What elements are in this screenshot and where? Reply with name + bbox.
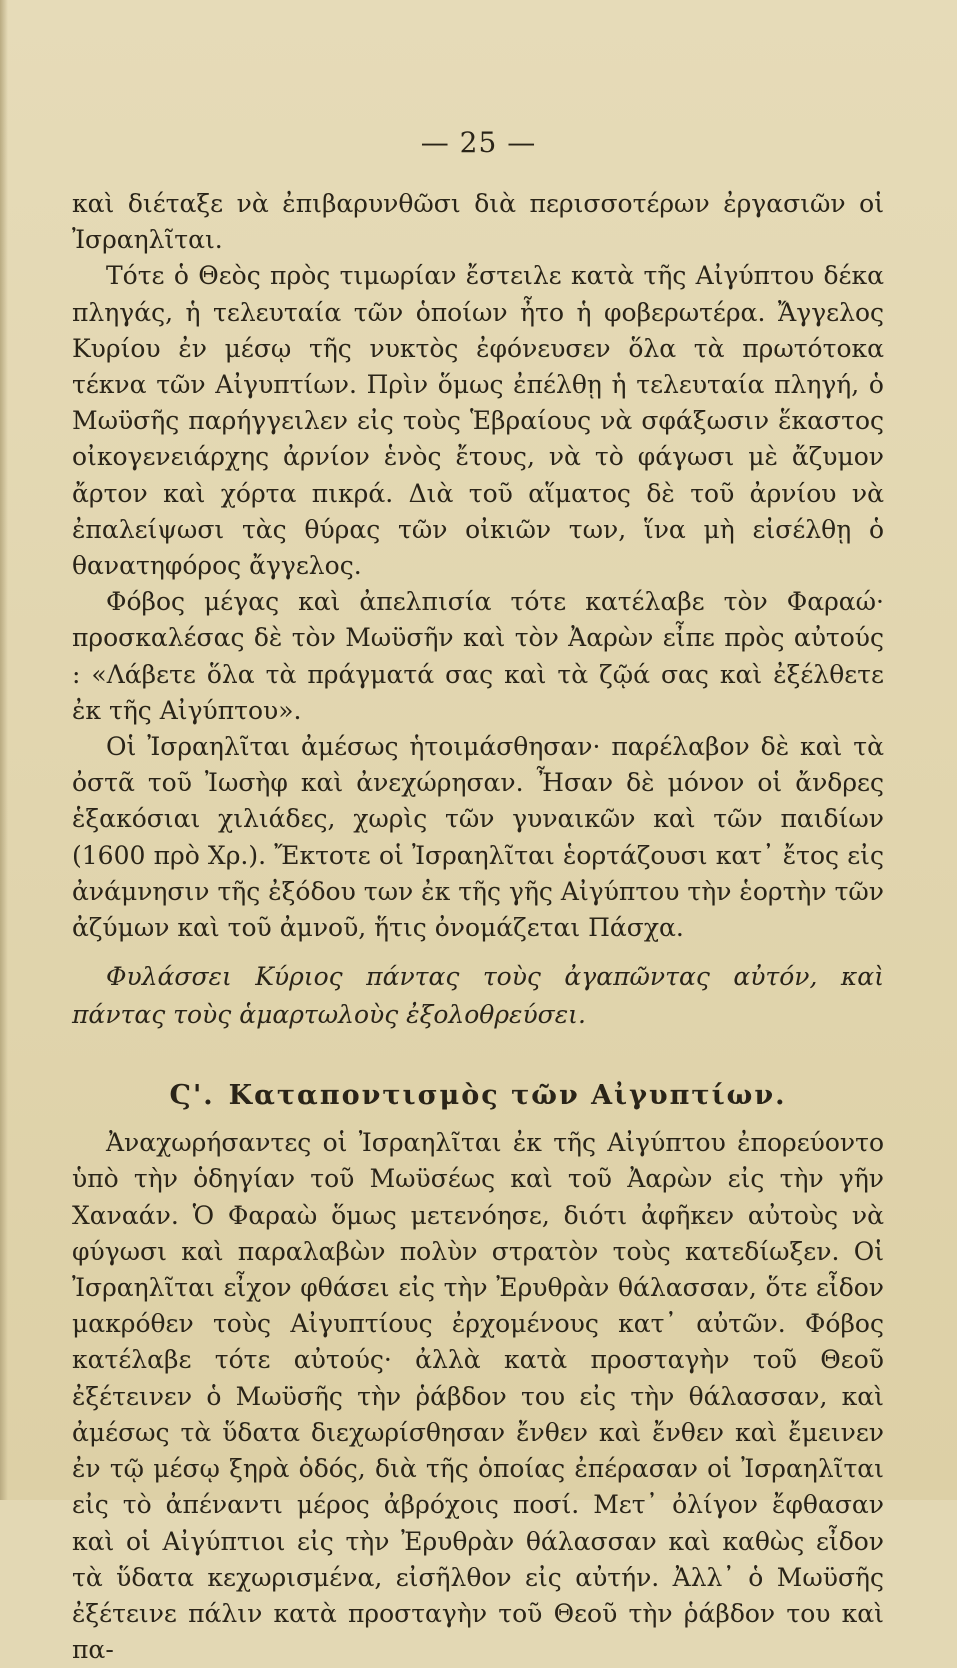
section-title: Καταποντισμὸς τῶν Αἰγυπτίων.: [228, 1080, 787, 1112]
paragraph-continued: καὶ διέταξε νὰ ἐπιβαρυνθῶσι διὰ περισσοτέρων ἐργασιῶν οἱ Ἰσραηλῖται.: [72, 189, 884, 255]
paragraph-red-sea: Ἀναχωρήσαντες οἱ Ἰσραηλῖται ἐκ τῆς Αἰγύπτου ἐπορεύοντο ὑπὸ τὴν ὁδηγίαν τοῦ Μωϋσέως καὶ τοῦ Ἀαρὼν εἰς τὴν γῆν Χαναάν. Ὁ Φαραὼ ὅμως μετενόησε, διότι ἀφῆκεν αὐτοὺς νὰ φύγωσι καὶ παραλαβὼν πολὺν στρατὸν τοὺς κατεδίωξεν. Οἱ Ἰσραηλῖται εἶχον φθάσει εἰς τὴν Ἐρυθρὰν θάλασσαν, ὅτε εἶδον μακρόθεν τοὺς Αἰγυπτίους ἐρχομένους κατ᾿ αὐτῶν. Φόβος κατέλαβε τότε αὐτούς· ἀλλὰ κατὰ προσταγὴν τοῦ Θεοῦ ἐξέτεινεν ὁ Μωϋσῆς τὴν ῥάβδον του εἰς τὴν θάλασσαν, καὶ ἀμέσως τὰ ὕδατα διεχωρίσθησαν ἔνθεν καὶ ἔνθεν καὶ ἔμεινεν ἐν τῷ μέσῳ ξηρὰ ὁδός, διὰ τῆς ὁποίας ἐπέρασαν οἱ Ἰσραηλῖται εἰς τὸ ἀπέναντι μέρος ἀβρόχοις ποσί. Μετ᾿ ὀλίγον ἔφθασαν καὶ οἱ Αἰγύπτιοι εἰς τὴν Ἐρυθρὰν θάλασσαν καὶ καθὼς εἶδον τὰ ὕδατα κεχωρισμένα, εἰσῆλθον εἰς αὐτήν. Ἀλλ᾿ ὁ Μωϋσῆς ἐξέτεινε πάλιν κατὰ προσταγὴν τοῦ Θεοῦ τὴν ῥάβδον του καὶ πα-: [72, 1128, 884, 1665]
page-number: — 25 —: [420, 126, 537, 159]
paragraph-exodus: Οἱ Ἰσραηλῖται ἀμέσως ἡτοιμάσθησαν· παρέλαβον δὲ καὶ τὰ ὀστᾶ τοῦ Ἰωσὴφ καὶ ἀνεχώρησαν. Ἦσαν δὲ μόνον οἱ ἄνδρες ἑξακόσιαι χιλιάδες, χωρὶς τῶν γυναικῶν καὶ τῶν παιδίων (1600 πρὸ Χρ.). Ἔκτοτε οἱ Ἰσραηλῖται ἑορτάζουσι κατ᾿ ἔτος εἰς ἀνάμνησιν τῆς ἐξόδου των ἐκ τῆς γῆς Αἰγύπτου τὴν ἑορτὴν τῶν ἀζύμων καὶ τοῦ ἀμνοῦ, ἥτις ὀνομάζεται Πάσχα.: [72, 732, 884, 943]
section-number: Ϛ'.: [169, 1080, 215, 1112]
paragraph-pharaoh: Φόβος μέγας καὶ ἀπελπισία τότε κατέλαβε τὸν Φαραώ· προσκαλέσας δὲ τὸν Μωϋσῆν καὶ τὸν Ἀαρὼν εἶπε πρὸς αὐτούς : «Λάβετε ὅλα τὰ πράγματά σας καὶ τὰ ζῷά σας καὶ ἐξέλθετε ἐκ τῆς Αἰγύπτου».: [72, 587, 884, 725]
section-heading: [72, 1080, 884, 1111]
moral-verse: Φυλάσσει Κύριος πάντας τοὺς ἀγαπῶντας αὐτόν, καὶ πάντας τοὺς ἁμαρτωλοὺς ἐξολοθρεύσει.: [72, 962, 884, 1030]
body-text: [72, 186, 884, 1668]
page-spine-shadow: [0, 0, 8, 1500]
paragraph-plagues: Τότε ὁ Θεὸς πρὸς τιμωρίαν ἔστειλε κατὰ τῆς Αἰγύπτου δέκα πληγάς, ἡ τελευταία τῶν ὁποίων ἦτο ἡ φοβερωτέρα. Ἄγγελος Κυρίου ἐν μέσῳ τῆς νυκτὸς ἐφόνευσεν ὅλα τὰ πρωτότοκα τέκνα τῶν Αἰγυπτίων. Πρὶν ὅμως ἐπέλθῃ ἡ τελευταία πληγή, ὁ Μωϋσῆς παρήγγειλεν εἰς τοὺς Ἑβραίους νὰ σφάξωσιν ἕκαστος οἰκογενειάρχης ἀρνίον ἑνὸς ἔτους, νὰ τὸ φάγωσι μὲ ἄζυμον ἄρτον καὶ χόρτα πικρά. Διὰ τοῦ αἵματος δὲ τοῦ ἀρνίου νὰ ἐπαλείψωσι τὰς θύρας τῶν οἰκιῶν των, ἵνα μὴ εἰσέλθῃ ὁ θανατηφόρος ἄγγελος.: [72, 261, 884, 581]
